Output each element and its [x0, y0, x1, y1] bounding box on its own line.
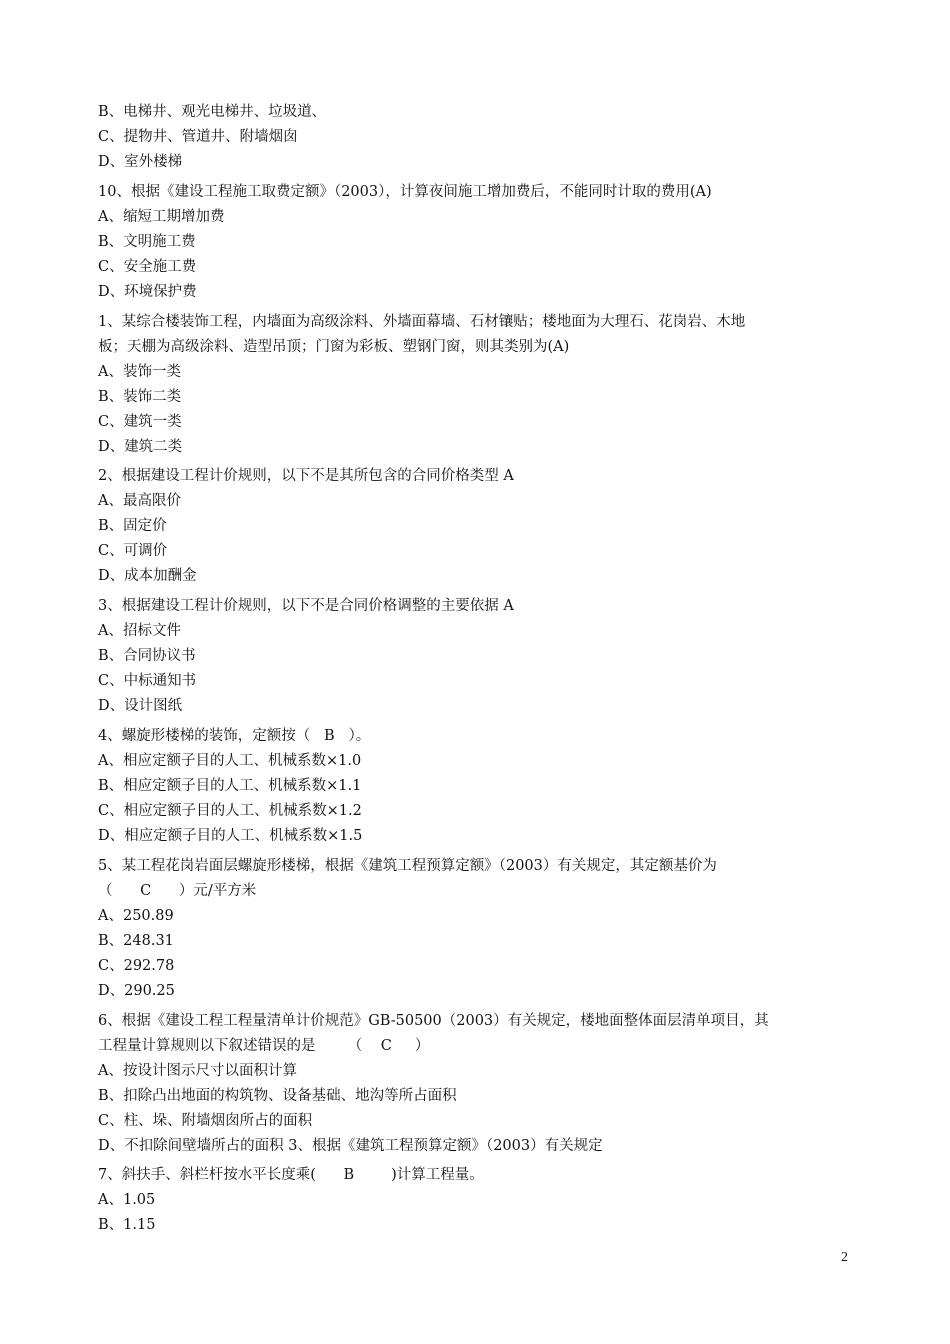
question-line: 1、某综合楼装饰工程，内墙面为高级涂料、外墙面幕墙、石材镶贴；楼地面为大理石、花岗岩、木地 — [98, 313, 746, 330]
option-line: C、中标通知书 — [98, 673, 197, 690]
option-line: D、相应定额子目的人工、机械系数×1.5 — [98, 827, 363, 844]
question-line: 7、斜扶手、斜栏杆按水平长度乘( B )计算工程量。 — [98, 1167, 484, 1184]
option-line: D、室外楼梯 — [98, 154, 183, 170]
option-line: D、设计图纸 — [98, 698, 183, 715]
option-line: 板；天棚为高级涂料、造型吊顶；门窗为彩板、塑钢门窗，则其类别为(A) — [98, 338, 570, 355]
question-line: 6、根据《建设工程工程量清单计价规范》GB-50500（2003）有关规定，楼地面整体面层清单项目，其 — [98, 1012, 769, 1029]
option-line: C、安全施工费 — [98, 258, 197, 275]
question-line: 10、根据《建设工程施工取费定额》（2003），计算夜间施工增加费后，不能同时计取的费用(A) — [98, 183, 712, 200]
option-line: D、环境保护费 — [98, 283, 197, 300]
option-line: D、290.25 — [98, 982, 175, 999]
option-line: B、固定价 — [98, 518, 167, 535]
option-line: C、相应定额子目的人工、机械系数×1.2 — [98, 802, 362, 819]
option-line: A、250.89 — [98, 907, 174, 924]
option-line: B、装饰二类 — [98, 388, 182, 405]
question-line: 3、根据建设工程计价规则，以下不是合同价格调整的主要依据 A — [98, 598, 514, 615]
question-line: 4、螺旋形楼梯的装饰，定额按（ B ）。 — [98, 727, 371, 744]
option-line: A、招标文件 — [98, 623, 181, 640]
question-line: 2、根据建设工程计价规则，以下不是其所包含的合同价格类型 A — [98, 468, 514, 485]
option-line: A、缩短工期增加费 — [98, 208, 225, 225]
option-line: （ C ）元/平方米 — [98, 882, 257, 899]
option-line: C、提物井、管道井、附墙烟囱 — [98, 129, 298, 145]
option-line: D、不扣除间壁墙所占的面积 3、根据《建筑工程预算定额》（2003）有关规定 — [98, 1137, 603, 1154]
option-line: B、扣除凸出地面的构筑物、设备基础、地沟等所占面积 — [98, 1087, 457, 1104]
question-line: 5、某工程花岗岩面层螺旋形楼梯，根据《建筑工程预算定额》（2003）有关规定，其定额基价为 — [98, 857, 717, 874]
option-line: A、按设计图示尺寸以面积计算 — [98, 1062, 297, 1079]
option-line: 工程量计算规则以下叙述错误的是 （ C ） — [98, 1037, 430, 1054]
option-line: B、合同协议书 — [98, 648, 196, 665]
option-line: C、柱、垛、附墙烟囱所占的面积 — [98, 1112, 313, 1129]
option-line: A、1.05 — [98, 1192, 156, 1209]
option-line: D、建筑二类 — [98, 438, 183, 455]
option-line: D、成本加酬金 — [98, 568, 197, 585]
option-line: C、292.78 — [98, 957, 175, 974]
option-line: C、可调价 — [98, 543, 168, 560]
document-body — [98, 100, 858, 1238]
option-line: B、相应定额子目的人工、机械系数×1.1 — [98, 777, 362, 794]
option-line: A、最高限价 — [98, 493, 181, 510]
option-line: C、建筑一类 — [98, 413, 182, 430]
option-line: A、装饰一类 — [98, 363, 181, 380]
page-number: 2 — [841, 1250, 848, 1265]
option-line: B、248.31 — [98, 932, 174, 949]
option-line: B、1.15 — [98, 1217, 156, 1234]
option-line: B、文明施工费 — [98, 233, 196, 250]
option-line: A、相应定额子目的人工、机械系数×1.0 — [98, 752, 362, 769]
option-line: B、电梯井、观光电梯井、垃圾道、 — [98, 104, 327, 120]
